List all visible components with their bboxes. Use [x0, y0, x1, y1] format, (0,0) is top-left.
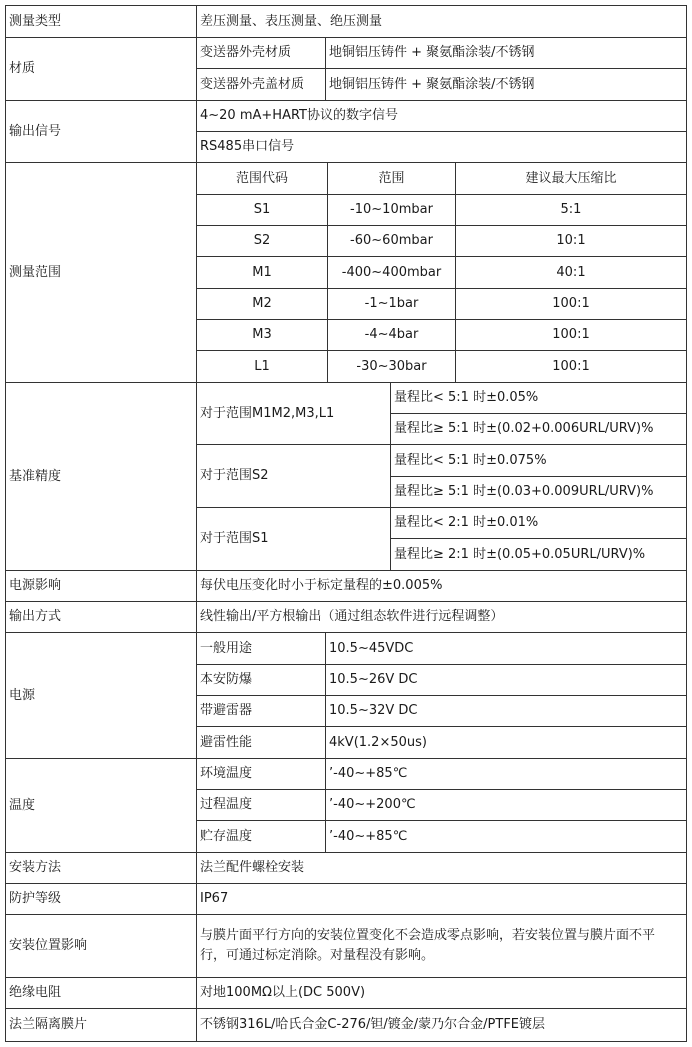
output-mode-value: 线性输出/平方根输出（通过组态软件进行远程调整） — [200, 609, 504, 624]
power-item-name: 本安防爆 — [200, 672, 253, 687]
temperature-item-value: ’-40~+200℃ — [329, 797, 416, 812]
diaphragm-label: 法兰隔离膜片 — [9, 1017, 88, 1032]
install-effect-value: 与膜片面平行方向的安装位置变化不会造成零点影响，若安装位置与膜片面不平行，可通过标定消除。对量程没有影响。 — [200, 928, 656, 963]
power-item-name: 避雷性能 — [200, 734, 253, 750]
power-effect-label: 电源影响 — [9, 578, 62, 593]
range-value: -4~4bar — [364, 327, 419, 342]
range-value: -400~400mbar — [341, 264, 442, 280]
accuracy-group-name: 对于范围M1M2,M3,L1 — [200, 405, 335, 421]
range-ratio: 100:1 — [552, 327, 590, 342]
range-ratio: 100:1 — [552, 296, 590, 311]
install-method-value: 法兰配件螺栓安装 — [200, 860, 305, 875]
range-value: -30~30bar — [356, 358, 427, 374]
material-item-value: 地铜铝压铸件 + 聚氨酯涂装/不锈钢 — [329, 45, 535, 60]
measure-type-value: 差压测量、表压测量、绝压测量 — [200, 13, 383, 29]
power-label: 电源 — [9, 687, 36, 703]
diaphragm-value: 不锈钢316L/哈氏合金C-276/钽/镀金/蒙乃尔合金/PTFE镀层 — [200, 1017, 546, 1032]
temperature-item-name: 环境温度 — [200, 766, 253, 781]
range-code: S1 — [253, 202, 271, 217]
output-signal-line: RS485串口信号 — [200, 139, 295, 154]
table-border-right — [686, 5, 687, 1042]
temperature-label: 温度 — [9, 797, 36, 813]
range-value: -60~60mbar — [350, 233, 433, 248]
range-value: -10~10mbar — [350, 202, 433, 217]
temperature-item-value: ’-40~+85℃ — [329, 828, 408, 844]
measure-type-label: 测量类型 — [9, 13, 62, 29]
material-item-name: 变送器外壳盖材质 — [200, 76, 305, 92]
material-item-value: 地铜铝压铸件 + 聚氨酯涂装/不锈钢 — [329, 76, 535, 92]
range-code: M3 — [252, 327, 272, 342]
accuracy-line: 量程比< 5:1 时±0.05% — [394, 390, 539, 405]
range-value: -1~1bar — [364, 296, 419, 311]
accuracy-line: 量程比< 2:1 时±0.01% — [394, 515, 539, 530]
accuracy-group-name: 对于范围S1 — [200, 531, 269, 546]
install-method-label: 安装方法 — [9, 860, 62, 875]
accuracy-group-name: 对于范围S2 — [200, 468, 269, 483]
range-header-code: 范围代码 — [235, 170, 288, 186]
power-item-value: 4kV(1.2×50us) — [329, 734, 427, 750]
range-code: L1 — [254, 358, 270, 374]
insulation-value: 对地100MΩ以上(DC 500V) — [200, 985, 366, 1000]
accuracy-label: 基准精度 — [9, 468, 62, 484]
table-border-bottom — [5, 1041, 687, 1042]
power-item-name: 带避雷器 — [200, 703, 253, 718]
accuracy-line: 量程比≥ 5:1 时±(0.02+0.006URL/URV)% — [394, 421, 654, 436]
range-code: S2 — [253, 233, 271, 248]
output-signal-label: 输出信号 — [9, 123, 62, 139]
output-mode-label: 输出方式 — [9, 609, 62, 624]
accuracy-line: 量程比≥ 5:1 时±(0.03+0.009URL/URV)% — [394, 484, 654, 499]
range-code: M2 — [252, 296, 272, 311]
range-code: M1 — [252, 264, 272, 280]
power-item-name: 一般用途 — [200, 640, 253, 656]
protection-label: 防护等级 — [9, 891, 62, 906]
range-ratio: 100:1 — [552, 358, 590, 374]
range-header-range: 范围 — [378, 170, 405, 186]
range-ratio: 40:1 — [556, 264, 586, 280]
accuracy-line: 量程比≥ 2:1 时±(0.05+0.05URL/URV)% — [394, 546, 646, 562]
temperature-item-name: 贮存温度 — [200, 828, 253, 844]
material-item-name: 变送器外壳材质 — [200, 45, 292, 60]
install-effect-label: 安装位置影响 — [9, 938, 88, 953]
range-header-ratio: 建议最大压缩比 — [525, 170, 617, 186]
temperature-item-name: 过程温度 — [200, 797, 253, 812]
output-signal-line: 4~20 mA+HART协议的数字信号 — [200, 108, 398, 123]
power-item-value: 10.5~45VDC — [329, 640, 414, 656]
temperature-item-value: ’-40~+85℃ — [329, 766, 408, 781]
power-effect-value: 每伏电压变化时小于标定量程的±0.005% — [200, 578, 443, 593]
insulation-label: 绝缘电阻 — [9, 985, 62, 1000]
range-label: 测量范围 — [9, 264, 62, 280]
material-label: 材质 — [9, 61, 36, 76]
protection-value: IP67 — [200, 891, 229, 906]
power-item-value: 10.5~32V DC — [329, 703, 418, 718]
power-item-value: 10.5~26V DC — [329, 672, 418, 687]
range-ratio: 10:1 — [556, 233, 586, 248]
range-ratio: 5:1 — [560, 202, 582, 217]
accuracy-line: 量程比< 5:1 时±0.075% — [394, 452, 547, 468]
